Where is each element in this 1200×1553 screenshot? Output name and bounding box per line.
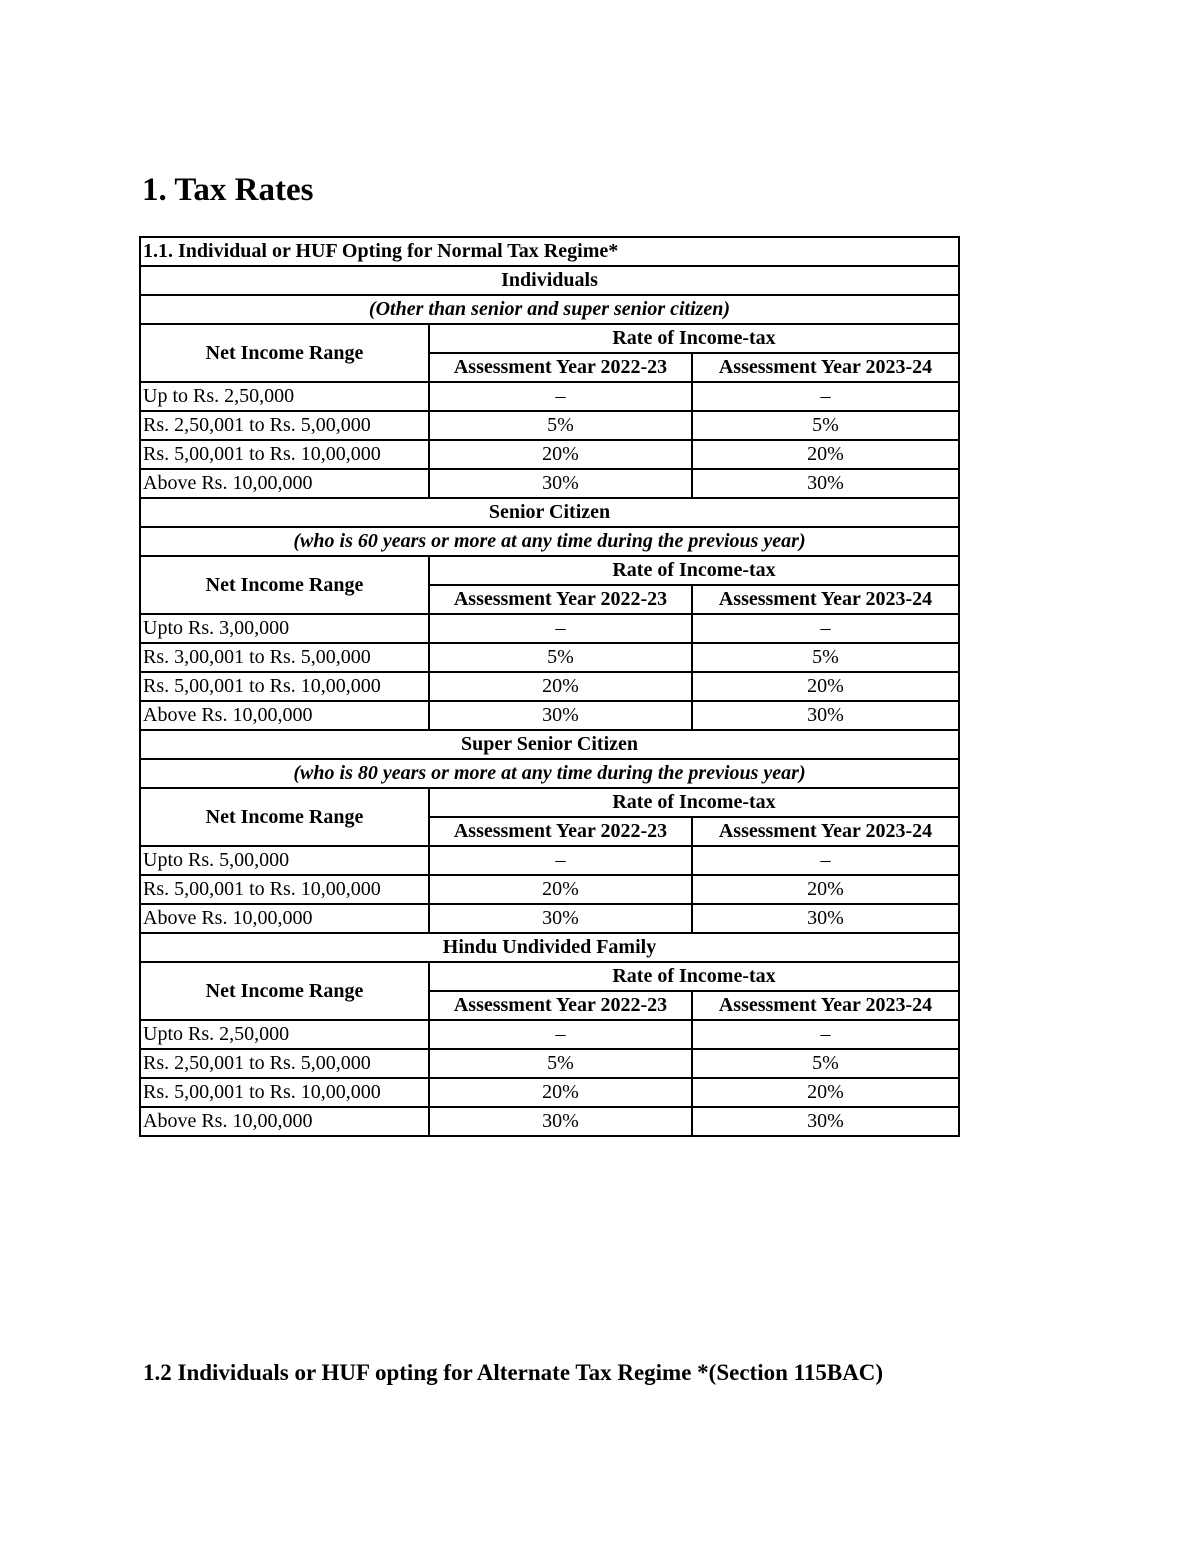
section-name: Hindu Undivided Family bbox=[140, 933, 959, 962]
rate-of-income-tax-header: Rate of Income-tax bbox=[429, 788, 959, 817]
net-income-range-header: Net Income Range bbox=[140, 556, 429, 614]
table-row bbox=[140, 382, 959, 411]
section-subtitle: (Other than senior and super senior citizen) bbox=[140, 295, 959, 324]
income-range-cell: Rs. 5,00,001 to Rs. 10,00,000 bbox=[140, 875, 429, 904]
income-range-cell: Upto Rs. 2,50,000 bbox=[140, 1020, 429, 1049]
net-income-range-header: Net Income Range bbox=[140, 324, 429, 382]
assessment-year-2023-24-header: Assessment Year 2023-24 bbox=[692, 817, 959, 846]
column-header-row bbox=[140, 962, 959, 991]
table-row bbox=[140, 846, 959, 875]
rate-ay-2023-24-cell: 30% bbox=[692, 701, 959, 730]
income-range-cell: Rs. 2,50,001 to Rs. 5,00,000 bbox=[140, 411, 429, 440]
section-subtitle-row bbox=[140, 295, 959, 324]
table-row bbox=[140, 701, 959, 730]
rate-ay-2022-23-cell: – bbox=[429, 846, 692, 875]
income-range-cell: Rs. 5,00,001 to Rs. 10,00,000 bbox=[140, 672, 429, 701]
income-range-cell: Above Rs. 10,00,000 bbox=[140, 904, 429, 933]
table-row bbox=[140, 875, 959, 904]
rate-ay-2023-24-cell: 20% bbox=[692, 875, 959, 904]
table-row bbox=[140, 904, 959, 933]
assessment-year-2022-23-header: Assessment Year 2022-23 bbox=[429, 817, 692, 846]
table-row bbox=[140, 469, 959, 498]
table-row bbox=[140, 1107, 959, 1136]
tax-rates-table bbox=[139, 236, 960, 1137]
assessment-year-2022-23-header: Assessment Year 2022-23 bbox=[429, 585, 692, 614]
table-row bbox=[140, 1049, 959, 1078]
income-range-cell: Above Rs. 10,00,000 bbox=[140, 1107, 429, 1136]
rate-ay-2022-23-cell: 30% bbox=[429, 904, 692, 933]
rate-ay-2022-23-cell: 20% bbox=[429, 672, 692, 701]
income-range-cell: Rs. 3,00,001 to Rs. 5,00,000 bbox=[140, 643, 429, 672]
rate-of-income-tax-header: Rate of Income-tax bbox=[429, 556, 959, 585]
table-row bbox=[140, 672, 959, 701]
table-title: 1.1. Individual or HUF Opting for Normal Tax Regime* bbox=[140, 237, 959, 266]
rate-ay-2023-24-cell: – bbox=[692, 382, 959, 411]
section-subtitle: (who is 60 years or more at any time during the previous year) bbox=[140, 527, 959, 556]
assessment-year-2022-23-header: Assessment Year 2022-23 bbox=[429, 991, 692, 1020]
income-range-cell: Rs. 5,00,001 to Rs. 10,00,000 bbox=[140, 440, 429, 469]
rate-ay-2022-23-cell: 20% bbox=[429, 1078, 692, 1107]
section-name-row bbox=[140, 933, 959, 962]
rate-ay-2022-23-cell: 20% bbox=[429, 440, 692, 469]
section-name: Senior Citizen bbox=[140, 498, 959, 527]
net-income-range-header: Net Income Range bbox=[140, 962, 429, 1020]
rate-ay-2022-23-cell: 5% bbox=[429, 411, 692, 440]
assessment-year-2023-24-header: Assessment Year 2023-24 bbox=[692, 585, 959, 614]
rate-ay-2023-24-cell: 30% bbox=[692, 469, 959, 498]
rate-ay-2023-24-cell: 5% bbox=[692, 411, 959, 440]
rate-ay-2023-24-cell: 20% bbox=[692, 1078, 959, 1107]
section-name: Super Senior Citizen bbox=[140, 730, 959, 759]
tax-table-body bbox=[140, 237, 959, 1136]
table-title-row bbox=[140, 237, 959, 266]
rate-ay-2023-24-cell: 30% bbox=[692, 904, 959, 933]
rate-ay-2022-23-cell: – bbox=[429, 1020, 692, 1049]
income-range-cell: Rs. 5,00,001 to Rs. 10,00,000 bbox=[140, 1078, 429, 1107]
column-header-row bbox=[140, 788, 959, 817]
table-row bbox=[140, 1020, 959, 1049]
rate-ay-2023-24-cell: 20% bbox=[692, 672, 959, 701]
column-header-row bbox=[140, 324, 959, 353]
section-heading-alternate-regime: 1.2 Individuals or HUF opting for Alternate Tax Regime *(Section 115BAC) bbox=[143, 1360, 884, 1385]
rate-ay-2022-23-cell: – bbox=[429, 382, 692, 411]
rate-ay-2023-24-cell: 20% bbox=[692, 440, 959, 469]
rate-ay-2023-24-cell: – bbox=[692, 1020, 959, 1049]
rate-of-income-tax-header: Rate of Income-tax bbox=[429, 962, 959, 991]
section-subtitle: (who is 80 years or more at any time during the previous year) bbox=[140, 759, 959, 788]
income-range-cell: Above Rs. 10,00,000 bbox=[140, 701, 429, 730]
section-name-row bbox=[140, 498, 959, 527]
rate-ay-2023-24-cell: – bbox=[692, 614, 959, 643]
rate-ay-2022-23-cell: – bbox=[429, 614, 692, 643]
section-name-row bbox=[140, 266, 959, 295]
rate-ay-2023-24-cell: 5% bbox=[692, 1049, 959, 1078]
net-income-range-header: Net Income Range bbox=[140, 788, 429, 846]
rate-ay-2023-24-cell: 30% bbox=[692, 1107, 959, 1136]
section-name: Individuals bbox=[140, 266, 959, 295]
rate-ay-2022-23-cell: 20% bbox=[429, 875, 692, 904]
rate-ay-2022-23-cell: 30% bbox=[429, 469, 692, 498]
assessment-year-2023-24-header: Assessment Year 2023-24 bbox=[692, 353, 959, 382]
section-name-row bbox=[140, 730, 959, 759]
rate-ay-2022-23-cell: 30% bbox=[429, 701, 692, 730]
rate-of-income-tax-header: Rate of Income-tax bbox=[429, 324, 959, 353]
table-row bbox=[140, 411, 959, 440]
column-header-row bbox=[140, 556, 959, 585]
table-row bbox=[140, 643, 959, 672]
rate-ay-2022-23-cell: 5% bbox=[429, 643, 692, 672]
page-heading: 1. Tax Rates bbox=[142, 172, 314, 208]
rate-ay-2022-23-cell: 5% bbox=[429, 1049, 692, 1078]
income-range-cell: Upto Rs. 5,00,000 bbox=[140, 846, 429, 875]
rate-ay-2023-24-cell: 5% bbox=[692, 643, 959, 672]
income-range-cell: Upto Rs. 3,00,000 bbox=[140, 614, 429, 643]
assessment-year-2022-23-header: Assessment Year 2022-23 bbox=[429, 353, 692, 382]
assessment-year-2023-24-header: Assessment Year 2023-24 bbox=[692, 991, 959, 1020]
income-range-cell: Up to Rs. 2,50,000 bbox=[140, 382, 429, 411]
income-range-cell: Rs. 2,50,001 to Rs. 5,00,000 bbox=[140, 1049, 429, 1078]
table-row bbox=[140, 614, 959, 643]
table-row bbox=[140, 440, 959, 469]
section-subtitle-row bbox=[140, 527, 959, 556]
rate-ay-2023-24-cell: – bbox=[692, 846, 959, 875]
income-range-cell: Above Rs. 10,00,000 bbox=[140, 469, 429, 498]
section-subtitle-row bbox=[140, 759, 959, 788]
rate-ay-2022-23-cell: 30% bbox=[429, 1107, 692, 1136]
table-row bbox=[140, 1078, 959, 1107]
